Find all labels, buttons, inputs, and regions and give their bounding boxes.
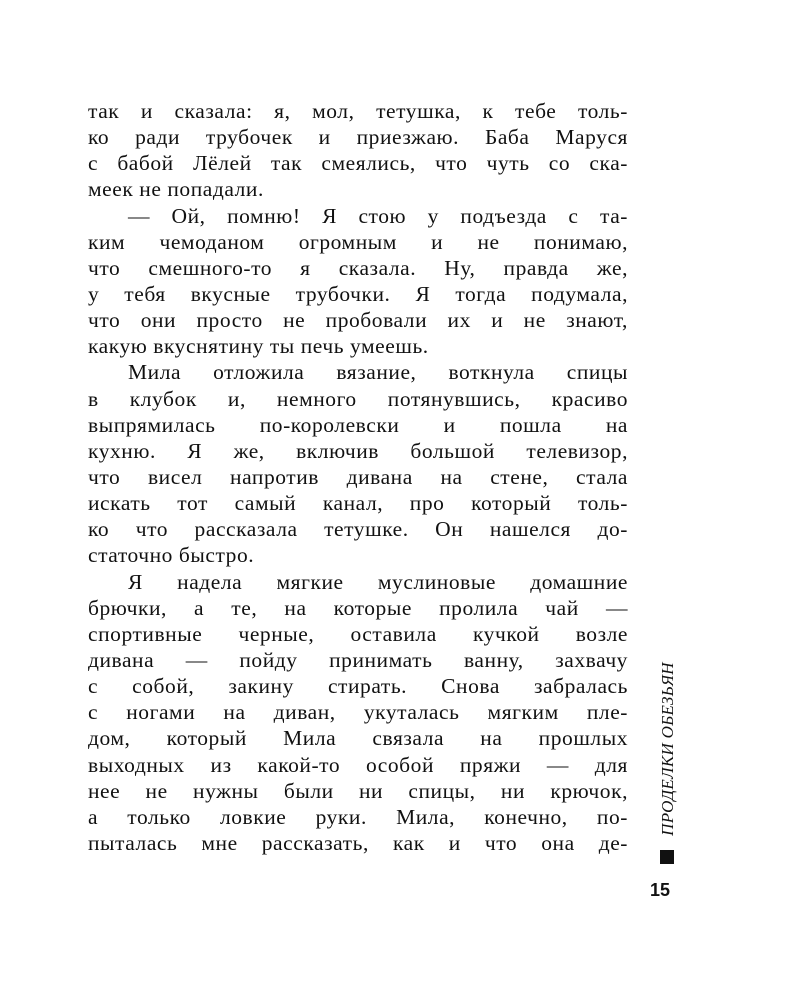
- text-line: какую вкуснятину ты печь умеешь.: [88, 334, 429, 359]
- text-line: выпрямилась по-королевски и пошла на: [88, 412, 628, 437]
- text-line: ко что рассказала тетушке. Он нашелся до-: [88, 517, 628, 542]
- text-line: что смешного-то я сказала. Ну, правда же,: [88, 255, 628, 280]
- text-line: так и сказала: я, мол, тетушка, к тебе толь-: [88, 99, 628, 123]
- text-line: кухню. Я же, включив большой телевизор,: [88, 438, 628, 463]
- text-line: дивана — пойду принимать ванну, захвачу: [88, 647, 628, 672]
- text-line: Мила отложила вязание, воткнула спицы: [128, 360, 628, 385]
- text-line: искать тот самый канал, про который толь-: [88, 491, 628, 516]
- running-title: [654, 660, 682, 838]
- book-title: ПРОДЕЛКИ ОБЕЗЬЯН: [658, 662, 677, 836]
- text-line: у тебя вкусные трубочки. Я тогда подумала,: [88, 281, 628, 306]
- text-line: дом, который Мила связала на прошлых: [88, 726, 628, 751]
- text-line: пыталась мне рассказать, как и что она де-: [88, 830, 628, 855]
- text-line: спортивные черные, оставила кучкой возле: [88, 621, 628, 646]
- text-line: Я надела мягкие муслиновые домашние: [128, 569, 628, 594]
- text-line: статочно быстро.: [88, 543, 255, 568]
- text-line: выходных из какой-то особой пряжи — для: [88, 752, 628, 777]
- text-line: брючки, а те, на которые пролила чай —: [88, 595, 628, 620]
- text-line: нее не нужны были ни спицы, ни крючок,: [88, 778, 628, 803]
- text-line: ким чемоданом огромным и не понимаю,: [88, 229, 628, 254]
- text-line: ко ради трубочек и приезжаю. Баба Маруся: [88, 125, 628, 150]
- text-line: — Ой, помню! Я стою у подъезда с та-: [128, 203, 628, 228]
- text-line: с бабой Лёлей так смеялись, что чуть со ска-: [88, 151, 628, 176]
- body-text: [88, 98, 628, 856]
- text-line: а только ловкие руки. Мила, конечно, по-: [88, 804, 628, 829]
- text-line: меек не попадали.: [88, 177, 264, 202]
- text-line: в клубок и, немного потянувшись, красиво: [88, 386, 628, 411]
- text-line: с собой, закину стирать. Снова забралась: [88, 674, 628, 699]
- text-line: с ногами на диван, укуталась мягким пле-: [88, 700, 628, 725]
- text-line: что висел напротив дивана на стене, стала: [88, 464, 628, 489]
- section-marker: [660, 850, 674, 864]
- text-line: что они просто не пробовали их и не знают,: [88, 308, 628, 333]
- page-number: 15: [649, 880, 671, 900]
